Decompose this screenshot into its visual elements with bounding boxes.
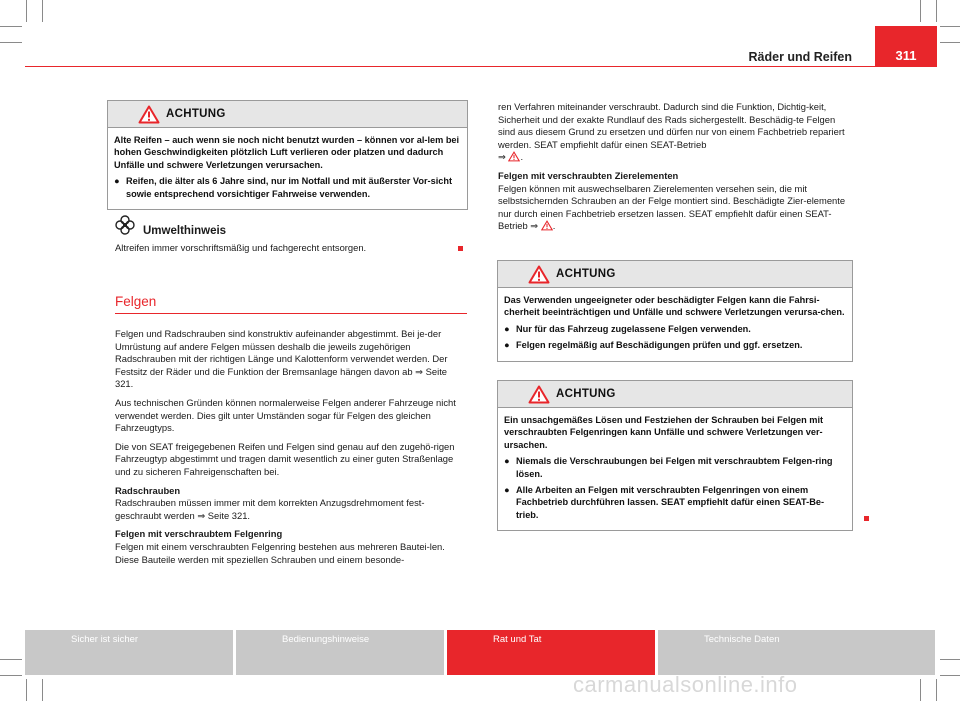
warning-bullet <box>504 339 846 351</box>
bullet-icon: ● <box>504 323 510 334</box>
warning-label: ACHTUNG <box>166 108 226 120</box>
reference-arrow[interactable]: ⇒ <box>498 151 506 163</box>
warning-box-old-tires <box>107 100 468 210</box>
warning-bullet <box>504 484 846 521</box>
paragraph: Aus technischen Gründen können normalerweise Felgen anderer Fahrzeuge nicht verwendet werden. Dies gilt unter Umständen sogar für Felgen des gleichen Fahrzeugtyps. <box>115 396 456 434</box>
left-body-text <box>115 328 467 566</box>
bullet-icon: ● <box>114 176 120 187</box>
warning-bullet-text: Alle Arbeiten an Felgen mit verschraubten Felgenringen von einem Fachbetrieb durchführen lassen. SEAT empfiehlt dafür einen SEAT-Be-trieb. <box>516 485 824 520</box>
section-rule <box>115 313 467 314</box>
warning-header <box>108 101 467 128</box>
subheading-radschrauben: Radschrauben <box>115 484 181 496</box>
crop-mark <box>26 679 27 701</box>
watermark-text: carmanualsonline.info <box>573 672 798 697</box>
crop-mark <box>936 0 937 22</box>
bullet-icon: ● <box>504 485 510 496</box>
warning-triangle-icon <box>528 265 550 284</box>
environment-flower-icon <box>113 215 137 237</box>
paragraph-text: Felgen können mit auswechselbaren Zierelementen versehen sein, die mit selbstsichernden Schrauben an der Felge montiert sind. Beschädigte Zier-elemente nur durch einen Fachbetrieb ersetzen lassen. SEAT empfiehlt dafür einen SEAT-Betrieb ⇒ <box>498 182 846 232</box>
warning-text: Ein unsachgemäßes Lösen und Festziehen der Schrauben bei Felgen mit verschraubten Felgenringen kann Unfälle und schwere Verletzungen ver-ursachen. <box>504 415 824 450</box>
crop-mark <box>26 0 27 22</box>
right-body-text <box>498 101 850 233</box>
footer-tab-bedienung[interactable]: Bedienungshinweise <box>236 630 444 675</box>
paragraph: Felgen mit einem verschraubten Felgenring bestehen aus mehreren Bautei-len. Diese Bauteile werden mit speziellen Schrauben und einem besonde- <box>115 540 445 565</box>
warning-bullet-text: Felgen regelmäßig auf Beschädigungen prüfen und ggf. ersetzen. <box>516 340 803 351</box>
crop-mark <box>936 679 937 701</box>
paragraph: ren Verfahren miteinander verschraubt. Dadurch sind die Funktion, Dichtig-keit, Sicherheit und der exakte Rundlauf des Rads sichergestellt. Beschädig-te Felgen sind aus diesem Grund zu ersetzen und dürfen nur von einem Fachbetrieb repariert werden. SEAT empfiehlt dafür einen SEAT-Betrieb ⇒ . <box>498 101 845 163</box>
crop-mark <box>940 26 960 27</box>
warning-header <box>498 261 852 288</box>
warning-bullet-text: Niemals die Verschraubungen bei Felgen mit verschraubtem Felgen-ring lösen. <box>516 456 833 479</box>
paragraph: Radschrauben müssen immer mit dem korrekten Anzugsdrehmoment fest-geschraubt werden ⇒ Seite 321. <box>115 497 425 521</box>
bullet-icon: ● <box>504 456 510 467</box>
warning-reference-icon[interactable] <box>541 220 553 231</box>
bullet-icon: ● <box>504 340 510 351</box>
warning-box-unsuitable-rims <box>497 260 853 362</box>
footer-tab-rat-und-tat[interactable]: Rat und Tat <box>447 630 655 675</box>
crop-mark <box>940 675 960 676</box>
warning-bullet <box>504 323 846 335</box>
warning-triangle-icon <box>138 105 160 124</box>
crop-mark <box>0 42 22 43</box>
crop-mark <box>920 0 921 22</box>
section-end-marker <box>864 516 869 521</box>
subheading-felgenring: Felgen mit verschraubtem Felgenring <box>115 528 283 540</box>
crop-mark <box>940 42 960 43</box>
warning-label: ACHTUNG <box>556 268 616 280</box>
paragraph: Die von SEAT freigegebenen Reifen und Felgen sind genau auf den zugehö-rigen Fahrzeugtyp abgestimmt und tragen damit wesentlich zu einer guten Straßenlage und zu sicheren Fahreigenschaften bei. <box>115 440 455 477</box>
crop-mark <box>940 659 960 660</box>
warning-reference-icon[interactable] <box>508 151 520 162</box>
warning-bullet-text: Nur für das Fahrzeug zugelassene Felgen verwenden. <box>516 323 751 334</box>
section-title-felgen: Felgen <box>115 294 157 309</box>
warning-bullet-text: Reifen, die älter als 6 Jahre sind, nur im Notfall und mit äußerster Vor-sicht sowie entsprechend vorsichtiger Fahrweise verwenden. <box>126 176 453 199</box>
warning-text: Alte Reifen – auch wenn sie noch nicht benutzt wurden – können vor al-lem bei hohen Geschwindigkeiten plötzlich Luft verlieren oder platzen und dadurch Unfälle und schwere Verletzungen verursachen. <box>114 135 460 170</box>
warning-text: Das Verwenden ungeeigneter oder beschädigter Felgen kann die Fahrsi-cherheit beeinträchtigen und Unfälle und schwere Verletzungen verursa-chen. <box>504 295 845 318</box>
paragraph: Felgen und Radschrauben sind konstruktiv aufeinander abgestimmt. Bei je-der Umrüstung auf andere Felgen müssen deshalb die jeweils zugehörigen Radschrauben mit der richtigen Länge und Kalottenform verwendet werden. Der Festsitz der Räder und die Funktion der Bremsanlage hängen davon ab ⇒ Seite 321. <box>115 328 448 390</box>
warning-triangle-icon <box>528 385 550 404</box>
warning-bullet <box>114 175 461 200</box>
crop-mark <box>42 679 43 701</box>
crop-mark <box>0 26 22 27</box>
environment-title: Umwelthinweis <box>143 225 227 237</box>
crop-mark <box>0 675 22 676</box>
header-rule <box>25 66 937 67</box>
paragraph: Felgen können mit auswechselbaren Zierelementen versehen sein, die mit selbstsichernden Schrauben an der Felge montiert sind. Beschädigte Zier-elemente nur durch einen Fachbetrieb ersetzen lassen. SEAT empfiehlt dafür einen SEAT-Betrieb ⇒ . <box>498 182 846 232</box>
crop-mark <box>0 659 22 660</box>
running-header-title: Räder und Reifen <box>748 50 852 64</box>
page-number: 311 <box>875 26 937 66</box>
warning-header <box>498 381 852 408</box>
footer-tab-sicher[interactable]: Sicher ist sicher <box>25 630 233 675</box>
environment-text: Altreifen immer vorschriftsmäßig und fachgerecht entsorgen. <box>115 242 367 253</box>
section-end-marker <box>458 246 463 251</box>
subheading-zierelemente: Felgen mit verschraubten Zierelementen <box>498 169 679 181</box>
crop-mark <box>920 679 921 701</box>
warning-bullet <box>504 455 846 480</box>
footer-tab-technische-daten[interactable]: Technische Daten <box>658 630 935 675</box>
paragraph-text: ren Verfahren miteinander verschraubt. Dadurch sind die Funktion, Dichtig-keit, Sicherheit und der exakte Rundlauf des Rads sichergestellt. Beschädig-te Felgen sind aus diesem Grund zu ersetzen und dürfen nur von einem Fachbetrieb repariert werden. SEAT empfiehlt dafür einen SEAT-Betrieb <box>498 101 845 150</box>
warning-label: ACHTUNG <box>556 388 616 400</box>
crop-mark <box>42 0 43 22</box>
warning-box-screwed-rim-rings <box>497 380 853 531</box>
